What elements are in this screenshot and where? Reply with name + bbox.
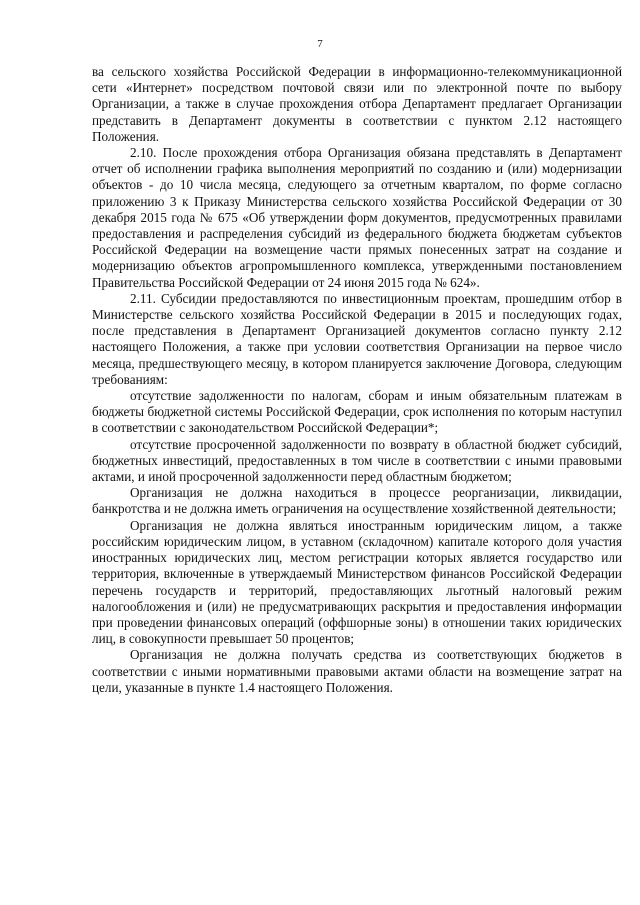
page-number: 7 bbox=[317, 38, 323, 50]
paragraph-2-11: 2.11. Субсидии предоставляются по инвестиционным проектам, прошедшим отбор в Министерстве сельского хозяйства Российской Федерации в 2015 и последующих годах, после представления в Департамент Организацией документов согласно пункту 2.12 настоящего Положения, а также при условии соответствия Организации на первое число месяца, предшествующего месяцу, в котором планируется заключение Договора, следующим требованиям: bbox=[92, 290, 622, 387]
document-body bbox=[92, 64, 622, 696]
requirement-no-reorganization: Организация не должна находиться в процессе реорганизации, ликвидации, банкротства и не должна иметь ограничения на осуществление хозяйственной деятельности; bbox=[92, 485, 622, 517]
requirement-no-tax-debt: отсутствие задолженности по налогам, сборам и иным обязательным платежам в бюджеты бюджетной системы Российской Федерации, срок исполнения по которым наступил в соответствии с законодательством Российской Федерации*; bbox=[92, 388, 622, 436]
requirement-no-overdue-debt: отсутствие просроченной задолженности по возврату в областной бюджет субсидий, бюджетных инвестиций, предоставленных в том числе в соответствии с иными правовыми актами, и иной просроченной задолженности перед областным бюджетом; bbox=[92, 436, 622, 485]
paragraph-continuation: ва сельского хозяйства Российской Федерации в информационно-телекоммуникационной сети «Интернет» посредством почтовой связи или по электронной почте по выбору Организации, а также в случае прохождения отбора Департамент предлагает Организации представить в Департамент документы в соответствии с пунктом 2.12 настоящего Положения. bbox=[92, 64, 622, 144]
requirement-not-foreign-entity: Организация не должна являться иностранным юридическим лицом, а также российским юридическим лицом, в уставном (складочном) капитале которого доля участия иностранных юридических лиц, местом регистрации которых является государство или территория, включенные в утверждаемый Министерством финансов Российской Федерации перечень государств и территорий, предоставляющих льготный налоговый режим налогообложения и (или) не предусматривающих раскрытия и предоставления информации при проведении финансовых операций (оффшорные зоны) в отношении таких юридических лиц, в совокупности превышает 50 процентов; bbox=[92, 517, 622, 647]
paragraph-2-10: 2.10. После прохождения отбора Организация обязана представлять в Департамент отчет об исполнении графика выполнения мероприятий по созданию и (или) модернизации объектов - до 10 числа месяца, следующего за отчетным кварталом, по форме согласно приложению 3 к Приказу Министерства сельского хозяйства Российской Федерации от 30 декабря 2015 года № 675 «Об утверждении форм документов, предусмотренных правилами предоставления и распределения субсидий из федерального бюджета бюджетам субъектов Российской Федерации на возмещение части прямых понесенных затрат на создание и модернизацию объектов агропромышленного комплекса, утвержденными постановлением Правительства Российской Федерации от 24 июня 2015 года № 624». bbox=[92, 145, 622, 290]
requirement-no-other-funds: Организация не должна получать средства из соответствующих бюджетов в соответствии с иными нормативными правовыми актами области на возмещение затрат на цели, указанные в пункте 1.4 настоящего Положения. bbox=[92, 647, 622, 695]
